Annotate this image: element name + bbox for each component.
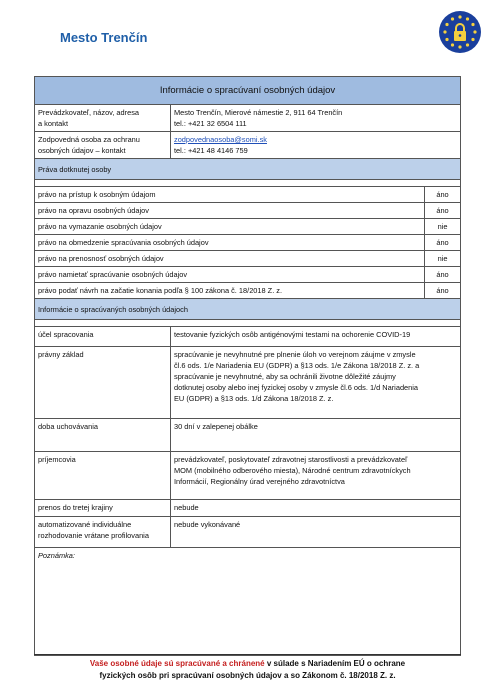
footer-highlight: Vaše osobné údaje sú spracúvané a chránené [89, 659, 265, 668]
right-value: áno [436, 238, 449, 247]
purpose-label: účel spracovania [35, 327, 171, 346]
right-value: áno [436, 206, 449, 215]
spacer [35, 320, 460, 327]
footer-line1: v súlade s Nariadením EÚ o ochrane [264, 659, 406, 668]
star-icon [466, 43, 469, 46]
gdpr-info-table [34, 76, 461, 656]
star-icon [445, 23, 448, 26]
controller-label-line2: a kontakt [38, 119, 68, 128]
city-brand: Mesto Trenčín [60, 30, 148, 45]
footer-line2: fyzických osôb pri spracúvaní osobných údajov a so Zákonom č. 18/2018 Z. z. [99, 671, 396, 680]
legal-basis-line: čl.6 ods. 1/e Nariadenia EU (GDPR) a §13 ods. 1/e Zákona 18/2018 Z. z. a [174, 361, 420, 370]
legal-basis-line: spracúvanie je nevyhnutné, aby sa ochránili životne dôležité záujmy [174, 372, 396, 381]
right-row [35, 235, 460, 251]
legal-basis-row [35, 347, 460, 419]
recipients-label: príjemcovia [35, 452, 171, 499]
right-value: nie [437, 254, 448, 263]
purpose-row [35, 327, 460, 347]
right-row [35, 267, 460, 283]
recipients-line: Informácií, Regionálny úrad verejného zdravotníctva [174, 477, 345, 486]
right-label: právo podať návrh na začatie konania podľa § 100 zákona č. 18/2018 Z. z. [35, 283, 425, 298]
footer-divider [34, 654, 461, 655]
document-title: Informácie o spracúvaní osobných údajov [35, 77, 460, 105]
footer-notice [34, 658, 461, 682]
star-icon [451, 17, 454, 20]
right-row [35, 251, 460, 267]
note-label: Poznámka: [38, 551, 75, 560]
star-icon [471, 38, 474, 41]
dpo-phone: tel.: +421 48 4146 759 [174, 146, 248, 155]
right-label: právo namietať spracúvanie osobných údajov [35, 267, 425, 282]
right-label: právo na vymazanie osobných údajov [35, 219, 425, 234]
right-value: áno [436, 270, 449, 279]
star-icon [458, 45, 461, 48]
right-row [35, 219, 460, 235]
retention-row [35, 419, 460, 452]
eu-stars-lock-logo-icon [438, 10, 482, 54]
processing-heading: Informácie o spracúvaných osobných údajoch [35, 299, 460, 320]
legal-basis-line: spracúvanie je nevyhnutné pre plnenie úloh vo verejnom záujme v zmysle [174, 350, 416, 359]
star-icon [471, 23, 474, 26]
star-icon [445, 38, 448, 41]
star-icon [443, 30, 446, 33]
transfer-value: nebude [174, 503, 199, 512]
spacer [35, 180, 460, 187]
recipients-line: prevádzkovateľ, poskytovateľ zdravotnej starostlivosti a prevádzkovateľ [174, 455, 408, 464]
note-row [35, 548, 460, 656]
legal-basis-label: právny základ [35, 347, 171, 418]
automated-label-line2: rozhodovanie vrátane profilovania [38, 531, 149, 540]
right-value: áno [436, 190, 449, 199]
legal-basis-line: dotknutej osoby alebo inej fyzickej osoby v zmysle čl.6 ods. 1/d Nariadenia [174, 383, 419, 392]
star-icon [451, 43, 454, 46]
controller-address: Mesto Trenčín, Mierové námestie 2, 911 64 Trenčín [174, 108, 343, 117]
right-value: nie [437, 222, 448, 231]
right-label: právo na prístup k osobným údajom [35, 187, 425, 202]
retention-value: 30 dní v zalepenej obálke [174, 422, 258, 431]
star-icon [473, 30, 476, 33]
automated-value: nebude vykonávané [174, 520, 241, 529]
controller-label-line1: Prevádzkovateľ, názov, adresa [38, 108, 140, 117]
right-row [35, 283, 460, 299]
recipients-row [35, 452, 460, 500]
right-row [35, 203, 460, 219]
transfer-row [35, 500, 460, 517]
rights-heading: Práva dotknutej osoby [35, 159, 460, 180]
automated-label-line1: automatizované individuálne [38, 520, 132, 529]
right-label: právo na prenosnosť osobných údajov [35, 251, 425, 266]
legal-basis-line: EU (GDPR) a §13 ods. 1/d Zákona 18/2018 Z. z. [174, 394, 334, 403]
controller-row [35, 105, 460, 132]
star-icon [466, 17, 469, 20]
right-label: právo na opravu osobných údajov [35, 203, 425, 218]
right-value: áno [436, 286, 449, 295]
right-label: právo na obmedzenie spracúvania osobných údajov [35, 235, 425, 250]
retention-label: doba uchovávania [35, 419, 171, 451]
dpo-row [35, 132, 460, 159]
rights-list [35, 187, 460, 299]
automated-decision-row [35, 517, 460, 548]
dpo-email-link[interactable]: zodpovednaosoba@somi.sk [174, 135, 267, 144]
dpo-label-line1: Zodpovedná osoba za ochranu [38, 135, 140, 144]
recipients-line: MOM (mobilného odberového miesta), Národné centrum zdravotníckych [174, 466, 411, 475]
purpose-value: testovanie fyzických osôb antigénovými testami na ochorenie COVID-19 [174, 330, 411, 339]
star-icon [458, 15, 461, 18]
right-row [35, 187, 460, 203]
transfer-label: prenos do tretej krajiny [35, 500, 171, 516]
dpo-label-line2: osobných údajov – kontakt [38, 146, 126, 155]
controller-phone: tel.: +421 32 6504 111 [174, 119, 247, 128]
